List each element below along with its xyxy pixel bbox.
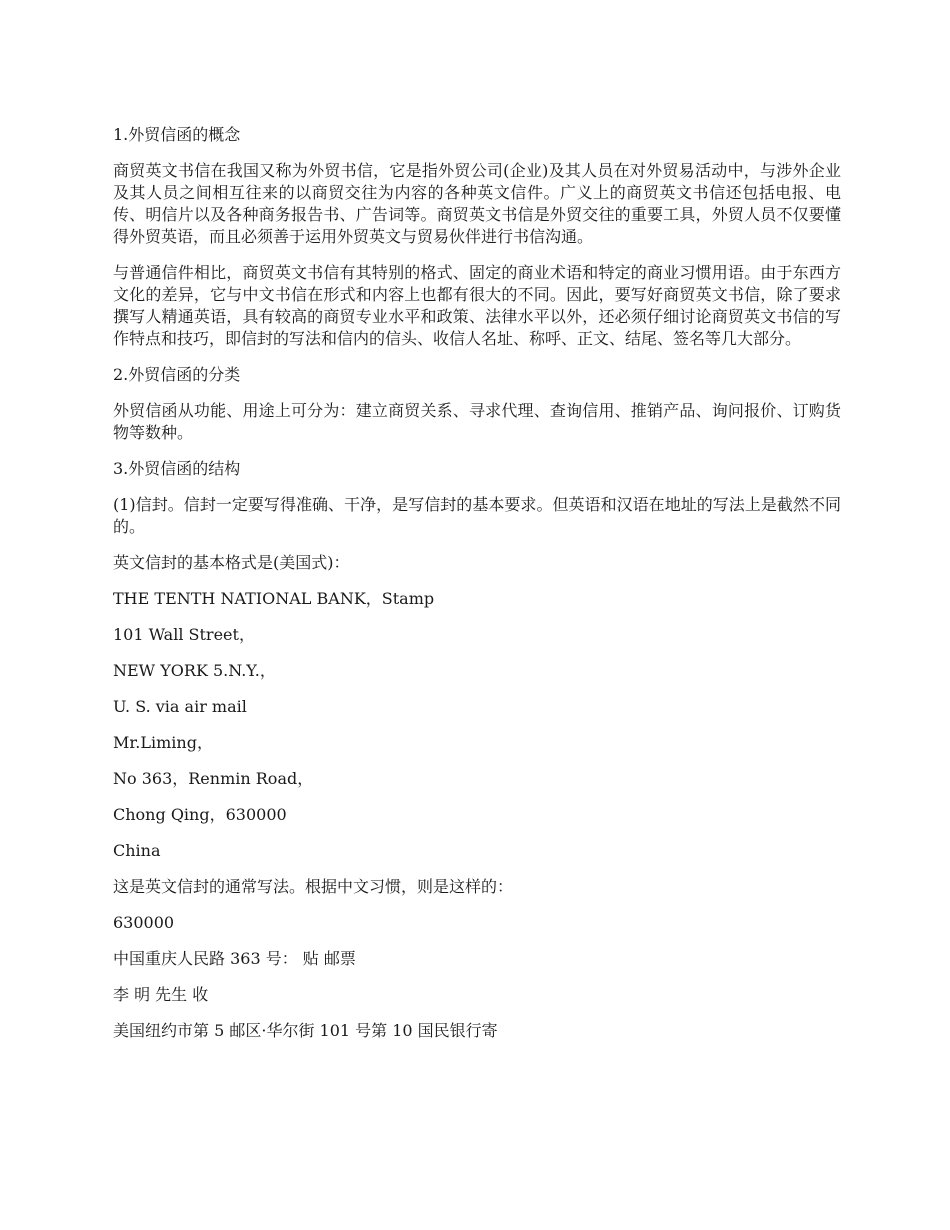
heading-concept: 1.外贸信函的概念 xyxy=(113,125,241,144)
document-page xyxy=(113,124,841,1056)
envelope-line-street: 101 Wall Street， xyxy=(113,625,255,644)
chinese-format-intro: 这是英文信封的通常写法。根据中文习惯，则是这样的： xyxy=(113,877,514,896)
envelope-line-recipient-country: China xyxy=(113,841,161,860)
paragraph-concept-definition: 商贸英文书信在我国又称为外贸书信，它是指外贸公司(企业)及其人员在对外贸易活动中，与涉外企业及其人员之间相互往来的以商贸交往为内容的各种英文信件。广义上的商贸英文书信还包括电报、电传、明信片以及各种商务报告书、广告词等。商贸英文书信是外贸交往的重要工具，外贸人员不仅要懂得外贸英语，而且必须善于运用外贸英文与贸易伙伴进行书信沟通。 xyxy=(113,161,841,246)
chinese-envelope-postcode: 630000 xyxy=(113,913,175,932)
paragraph-envelope: (1)信封。信封一定要写得准确、干净，是写信封的基本要求。但英语和汉语在地址的写法上是截然不同的。 xyxy=(113,495,841,536)
heading-classification: 2.外贸信函的分类 xyxy=(113,365,241,384)
envelope-line-recipient-city: Chong Qing，630000 xyxy=(113,805,287,824)
chinese-envelope-recipient: 李 明 先生 收 xyxy=(113,985,209,1004)
envelope-line-bank: THE TENTH NATIONAL BANK，Stamp xyxy=(113,589,435,608)
paragraph-concept-format: 与普通信件相比，商贸英文书信有其特别的格式、固定的商业术语和特定的商业习惯用语。由于东西方文化的差异，它与中文书信在形式和内容上也都有很大的不同。因此，要写好商贸英文书信，除了要求撰写人精通英语，具有较高的商贸专业水平和政策、法律水平以外，还必须仔细讨论商贸英文书信的写作特点和技巧，即信封的写法和信内的信头、收信人名址、称呼、正文、结尾、签名等几大部分。 xyxy=(113,263,841,348)
envelope-line-city: NEW YORK 5.N.Y.， xyxy=(113,661,276,680)
chinese-envelope-sender: 美国纽约市第 5 邮区·华尔街 101 号第 10 国民银行寄 xyxy=(113,1021,498,1040)
paragraph-classification: 外贸信函从功能、用途上可分为：建立商贸关系、寻求代理、查询信用、推销产品、询问报价、订购货物等数种。 xyxy=(113,401,841,442)
envelope-line-country: U. S. via air mail xyxy=(113,697,247,716)
chinese-envelope-address: 中国重庆人民路 363 号： 贴 邮票 xyxy=(113,949,356,968)
envelope-format-intro: 英文信封的基本格式是(美国式)： xyxy=(113,553,350,572)
envelope-line-recipient: Mr.Liming， xyxy=(113,733,213,752)
heading-structure: 3.外贸信函的结构 xyxy=(113,459,241,478)
envelope-line-recipient-street: No 363，Renmin Road， xyxy=(113,769,314,788)
